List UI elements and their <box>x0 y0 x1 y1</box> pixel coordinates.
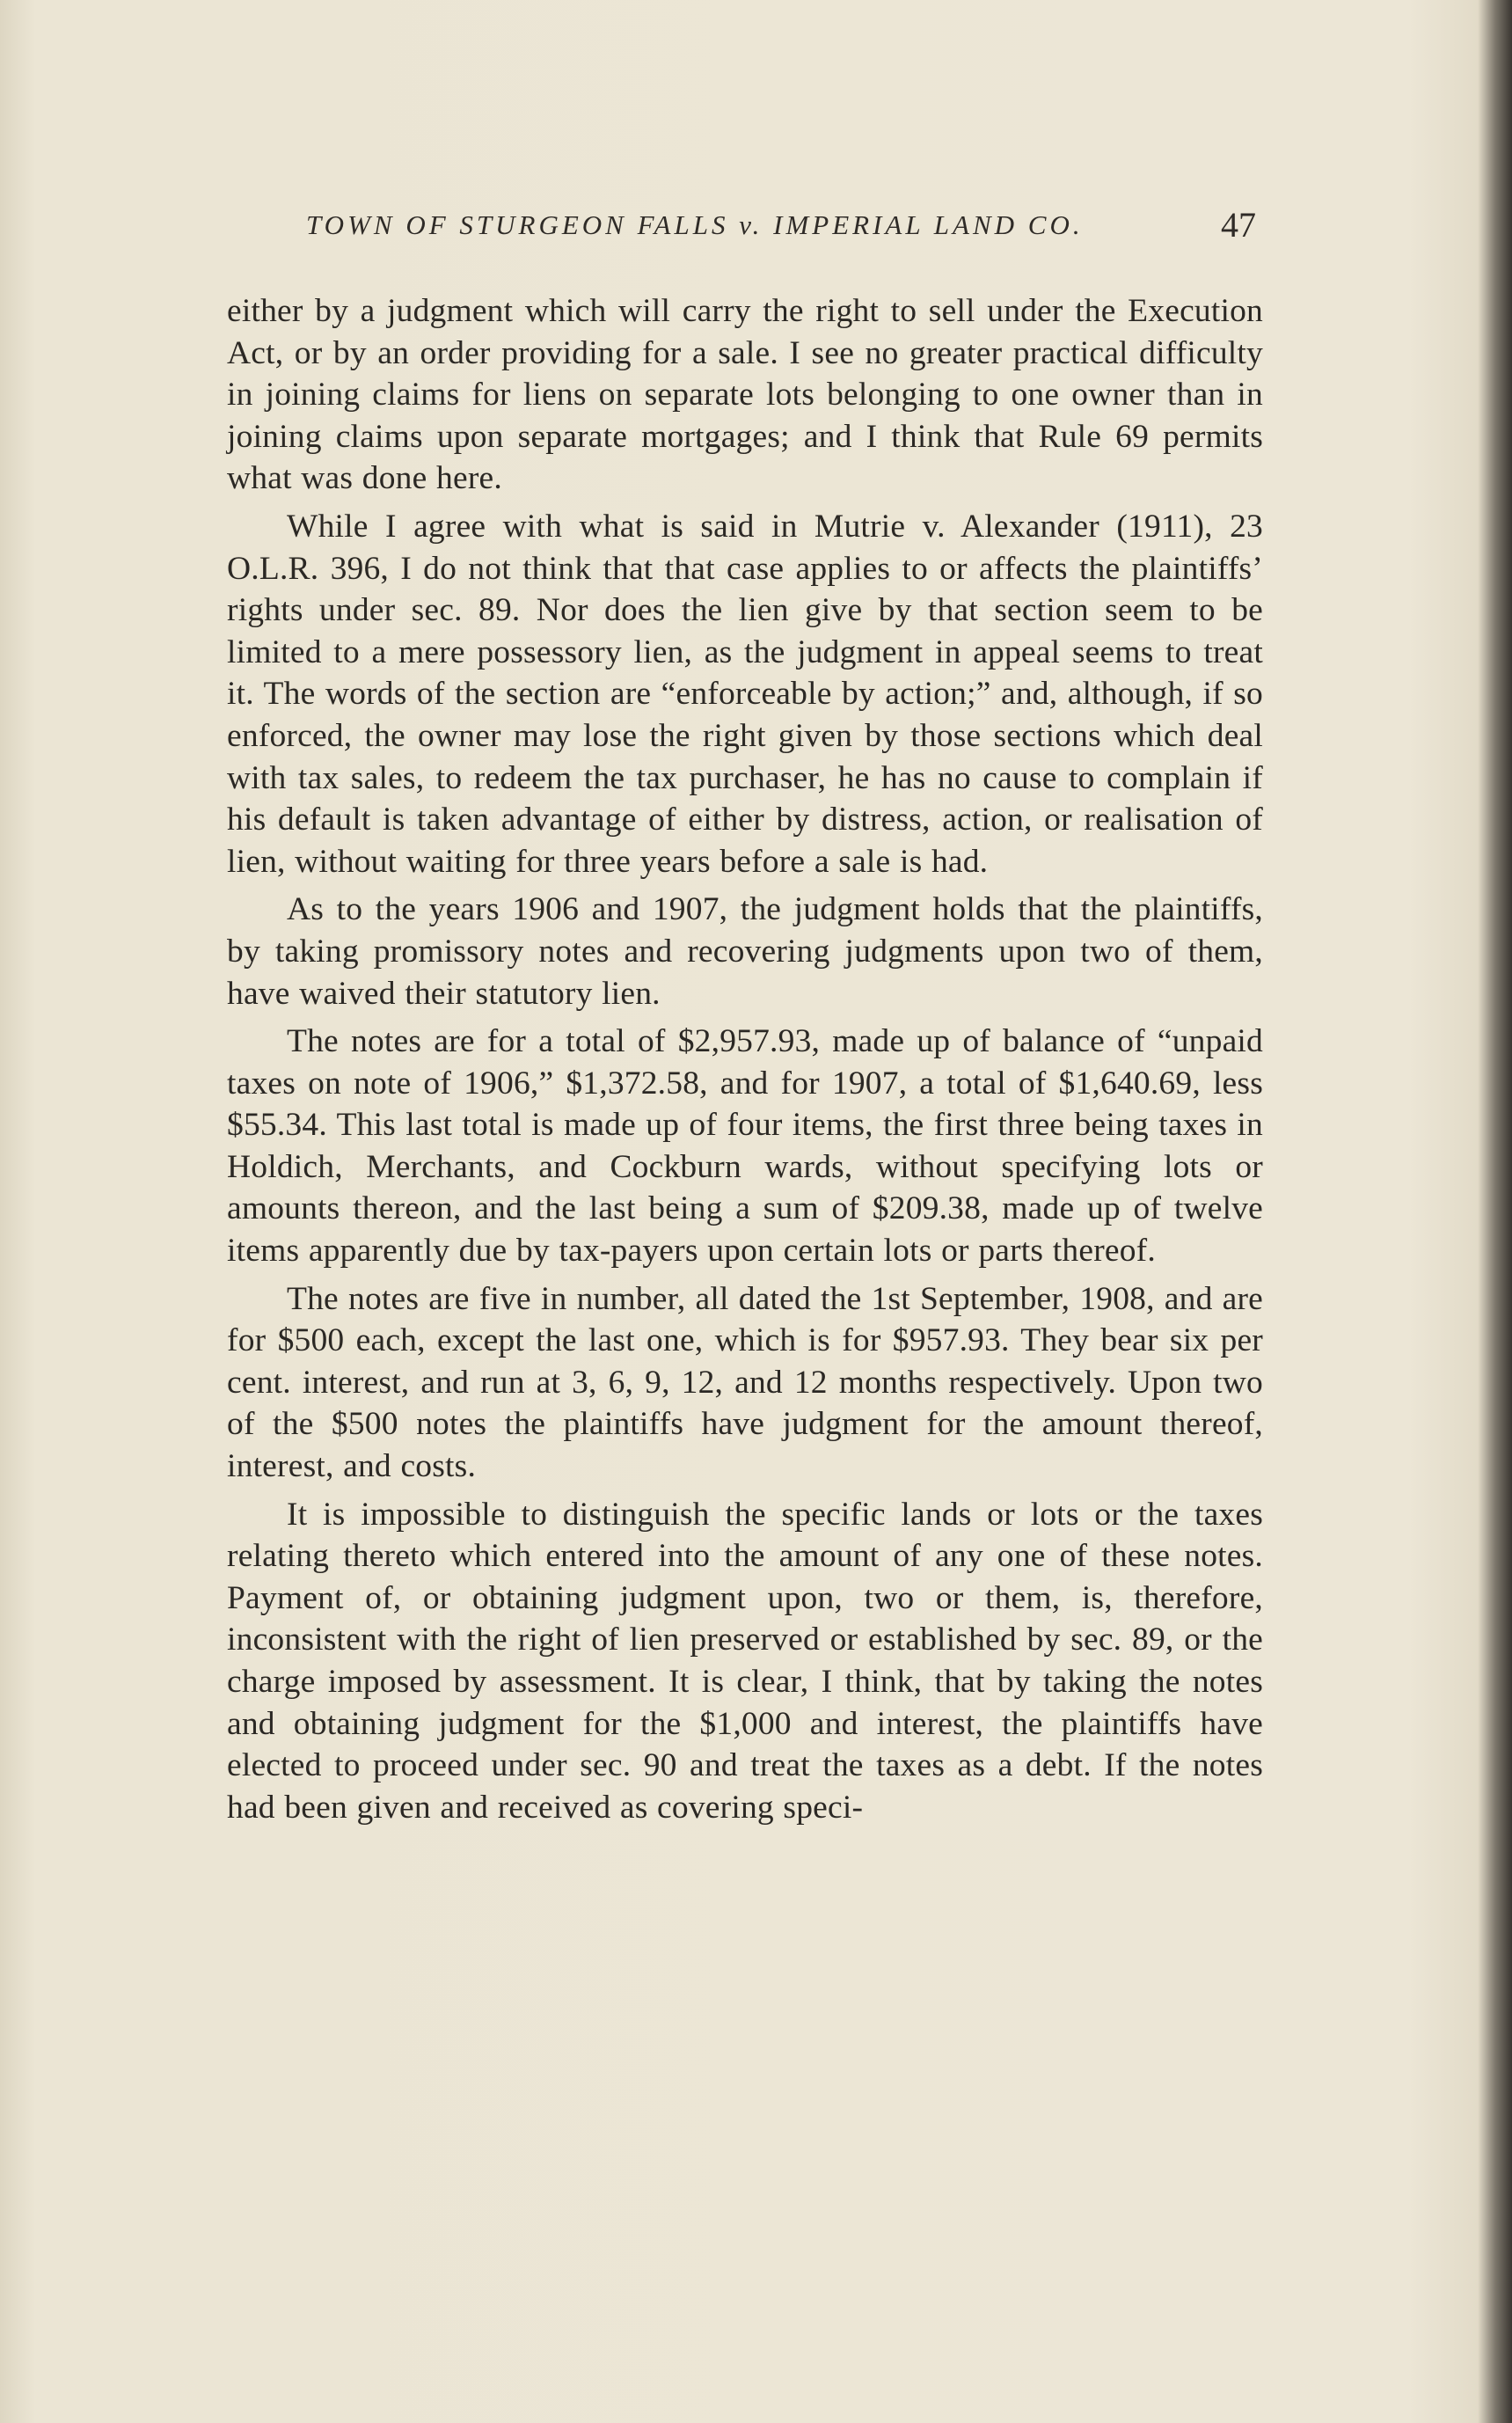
body-text <box>227 290 1263 1834</box>
paragraph: The notes are for a total of $2,957.93, made up of balance of “unpaid taxes on note of 1906,” $1,372.58, and for 1907, a total of $1,640.69, less $55.34. This last total is made up of four items, the first three being taxes in Holdich, Merchants, and Cockburn wards, without specifying lots or amounts thereon, and the last being a sum of $209.38, made up of twelve items apparently due by tax-payers upon certain lots or parts thereof. <box>227 1023 1263 1270</box>
paragraph: either by a judgment which will carry the right to sell under the Execution Act, or by an order providing for a sale. I see no greater practical difficulty in joining claims for liens on separate lots belonging to one owner than in joining claims upon separate mortgages; and I think that Rule 69 permits what was done here. <box>227 293 1263 497</box>
paragraph: It is impossible to distinguish the specific lands or lots or the taxes relating thereto which entered into the amount of any one of these notes. Payment of, or obtaining judgment upon, two or them, is, therefore, inconsistent with the right of lien preserved or established by sec. 89, or the charge imposed by assessment. It is clear, I think, that by taking the notes and obtaining judgment for the $1,000 and interest, the plaintiffs have elected to proceed under sec. 90 and treat the taxes as a debt. If the notes had been given and received as covering speci- <box>227 1496 1263 1826</box>
page-number: 47 <box>1221 205 1256 245</box>
running-head: TOWN OF STURGEON FALLS v. IMPERIAL LAND CO. <box>306 209 1084 240</box>
paragraph: The notes are five in number, all dated the 1st September, 1908, and are for $500 each, except the last one, which is for $957.93. They bear six per cent. interest, and run at 3, 6, 9, 12, and 12 months respectively. Upon two of the $500 notes the plaintiffs have judgment for the amount thereof, interest, and costs. <box>227 1280 1263 1485</box>
paragraph: While I agree with what is said in Mutrie v. Alexander (1911), 23 O.L.R. 396, I do not think that that case applies to or affects the plaintiffs’ rights under sec. 89. Nor does the lien give by that section seem to be limited to a mere possessory lien, as the judgment in appeal seems to treat it. The words of the section are “enforceable by action;” and, although, if so enforced, the owner may lose the right given by those sections which deal with tax sales, to redeem the tax purchaser, he has no cause to complain if his default is taken advantage of either by distress, action, or realisation of lien, without waiting for three years before a sale is had. <box>227 508 1263 880</box>
page-header <box>227 204 1274 257</box>
paragraph: As to the years 1906 and 1907, the judgment holds that the plaintiffs, by taking promissory notes and recovering judgments upon two of them, have waived their statutory lien. <box>227 891 1263 1012</box>
